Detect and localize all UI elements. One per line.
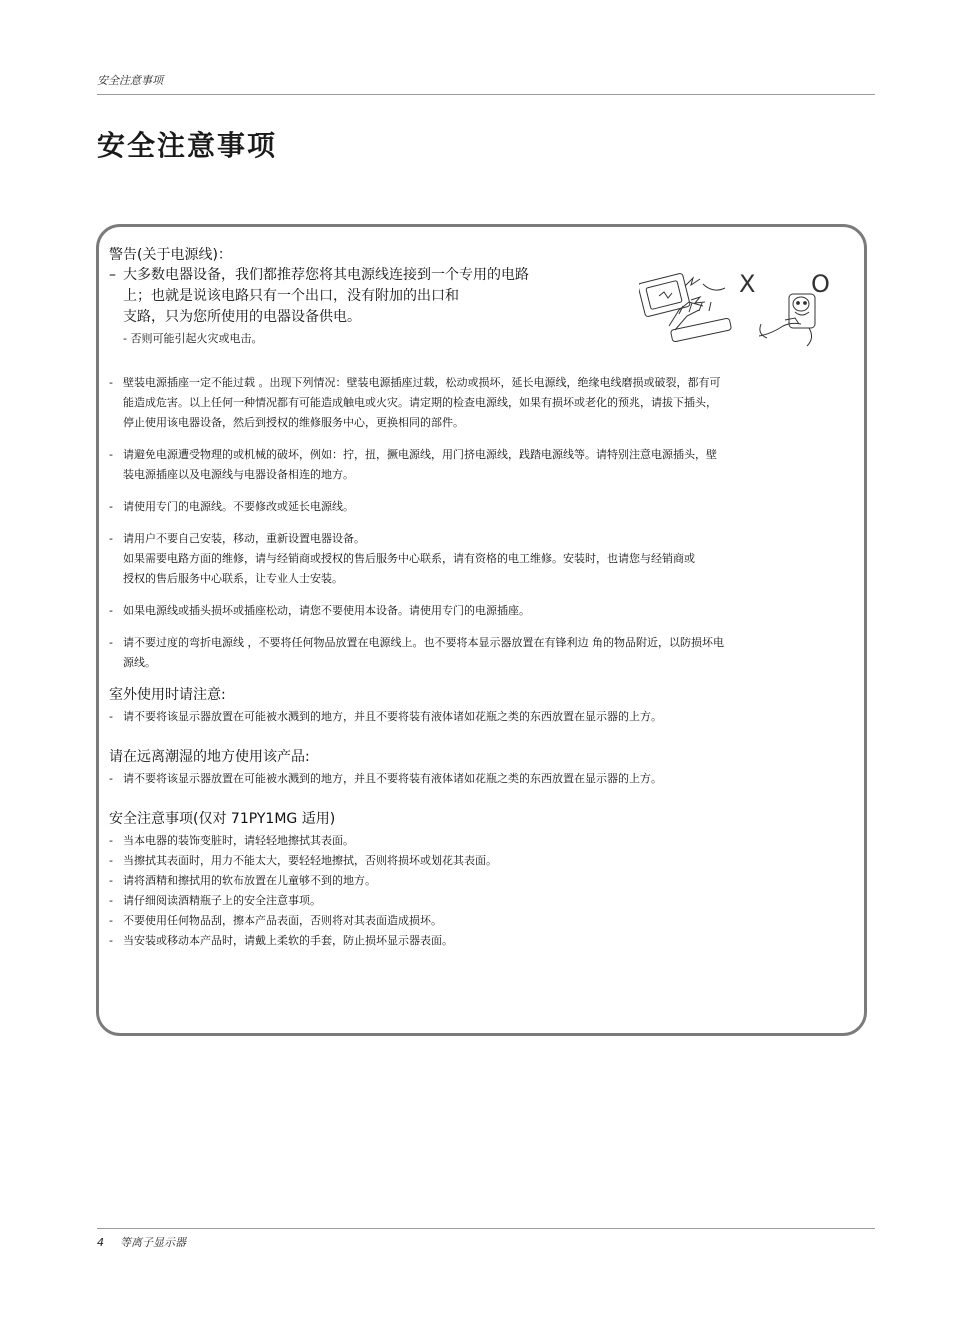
warning-bullet: - 请使用专门的电源线。不要修改或延长电源线。 <box>109 497 854 517</box>
product-name: 等离子显示器 <box>120 1236 186 1249</box>
warning-line: 大多数电器设备，我们都推荐您将其电源线连接到一个专用的电路 <box>123 267 529 283</box>
warning-bullet: - 壁装电源插座一定不能过载 。出现下列情况：壁装电源插座过载，松动或损坏，延长电源线，绝缘电线磨损或破裂，都有可 能造成危害。以上任何一种情况都有可能造成触电或火灾。请定期的检查电源线，如果有损坏或老化的预兆，请拔下插头， 停止使用该电器设备，然后到授权的维修服务中心，更换相同的部件。 <box>109 373 854 433</box>
section-item: - 当擦拭其表面时，用力不能太大，要轻轻地擦拭，否则将损坏或划花其表面。 <box>109 854 497 867</box>
bullet-line: 停止使用该电器设备，然后到授权的维修服务中心，更换相同的部件。 <box>123 416 464 429</box>
section-item: - 不要使用任何物品刮，擦本产品表面，否则将对其表面造成损坏。 <box>109 914 442 927</box>
bullet-line: 请不要过度的弯折电源线 ，不要将任何物品放置在电源线上。也不要将本显示器放置在有锋利边 角的物品附近，以防损坏电 <box>123 636 724 649</box>
section-item: - 当本电器的装饰变脏时，请轻轻地擦拭其表面。 <box>109 834 354 847</box>
section-title: 室外使用时请注意: <box>109 687 226 703</box>
bullet-line: 如果电源线或插头损坏或插座松动，请您不要使用本设备。请使用专门的电源插座。 <box>123 604 530 617</box>
section-item: - 请不要将该显示器放置在可能被水溅到的地方，并且不要将装有液体诸如花瓶之类的东西放置在显示器的上方。 <box>109 772 662 785</box>
section-item-text: 请将酒精和擦拭用的软布放置在儿童够不到的地方。 <box>123 874 376 887</box>
safety-content <box>109 246 854 951</box>
section-item-text: 请不要将该显示器放置在可能被水溅到的地方，并且不要将装有液体诸如花瓶之类的东西放置在显示器的上方。 <box>123 772 662 785</box>
warning-main <box>109 265 613 328</box>
power-cord-warnings <box>109 373 854 673</box>
section-item: - 请仔细阅读酒精瓶子上的安全注意事项。 <box>109 894 321 907</box>
outdoor-use-section <box>109 685 854 727</box>
warning-note: - 否则可能引起火灾或电击。 <box>123 332 263 345</box>
outlet-illustration <box>639 266 839 356</box>
bullet-line: 请用户不要自己安装，移动，重新设置电器设备。 <box>123 532 365 545</box>
section-item-text: 当本电器的装饰变脏时，请轻轻地擦拭其表面。 <box>123 834 354 847</box>
bullet-line: 请使用专门的电源线。不要修改或延长电源线。 <box>123 500 354 513</box>
warning-line: 上；也就是说该电路只有一个出口，没有附加的出口和 <box>123 288 459 304</box>
footer-divider <box>97 1228 875 1229</box>
bullet-line: 授权的售后服务中心联系，让专业人士安装。 <box>123 572 343 585</box>
section-title: 安全注意事项(仅对 71PY1MG 适用) <box>109 811 336 827</box>
warning-bullet: - 请用户不要自己安装，移动，重新设置电器设备。 如果需要电路方面的维修，请与经销商或授权的售后服务中心联系，请有资格的电工维修。安装时，也请您与经销商或 授权的售后服务中心联系，让专业人士安装。 <box>109 529 854 589</box>
section-item: - 当安装或移动本产品时，请戴上柔软的手套，防止损坏显示器表面。 <box>109 934 453 947</box>
bullet-line: 壁装电源插座一定不能过载 。出现下列情况：壁装电源插座过载，松动或损坏，延长电源线，绝缘电线磨损或破裂，都有可 <box>123 376 721 389</box>
section-item: - 请不要将该显示器放置在可能被水溅到的地方，并且不要将装有液体诸如花瓶之类的东西放置在显示器的上方。 <box>109 710 662 723</box>
wrong-mark: X <box>739 270 756 298</box>
section-item-text: 请仔细阅读酒精瓶子上的安全注意事项。 <box>123 894 321 907</box>
page-number: 4 <box>97 1236 104 1249</box>
page-title: 安全注意事项 <box>97 129 278 162</box>
bullet-line: 源线。 <box>123 656 156 669</box>
section-title: 请在远离潮湿的地方使用该产品: <box>109 749 310 765</box>
warning-line: 支路，只为您所使用的电器设备供电。 <box>123 309 361 325</box>
bullet-line: 能造成危害。以上任何一种情况都有可能造成触电或火灾。请定期的检查电源线，如果有损坏或老化的预兆，请拔下插头， <box>123 396 717 409</box>
section-item-text: 当安装或移动本产品时，请戴上柔软的手套，防止损坏显示器表面。 <box>123 934 453 947</box>
section-item-text: 请不要将该显示器放置在可能被水溅到的地方，并且不要将装有液体诸如花瓶之类的东西放置在显示器的上方。 <box>123 710 662 723</box>
warning-dash: – <box>109 267 116 283</box>
bullet-line: 如果需要电路方面的维修，请与经销商或授权的售后服务中心联系，请有资格的电工维修。安装时，也请您与经销商或 <box>123 552 695 565</box>
single-plug-image <box>759 294 815 346</box>
section-item: - 请将酒精和擦拭用的软布放置在儿童够不到的地方。 <box>109 874 376 887</box>
humidity-section <box>109 747 854 789</box>
running-header: 安全注意事项 <box>97 74 163 87</box>
overloaded-outlet-image <box>639 273 732 342</box>
bullet-line: 请避免电源遭受物理的或机械的破坏，例如：拧，扭，撅电源线，用门挤电源线，践踏电源线等。请特别注意电源插头，壁 <box>123 448 717 461</box>
warning-bullet: - 请不要过度的弯折电源线 ，不要将任何物品放置在电源线上。也不要将本显示器放置在有锋利边 角的物品附近，以防损坏电 源线。 <box>109 633 854 673</box>
warning-bullet: - 如果电源线或插头损坏或插座松动，请您不要使用本设备。请使用专门的电源插座。 <box>109 601 854 621</box>
warning-bullet: - 请避免电源遭受物理的或机械的破坏，例如：拧，扭，撅电源线，用门挤电源线，践踏电源线等。请特别注意电源插头，壁 装电源插座以及电源线与电器设备相连的地方。 <box>109 445 854 485</box>
bullet-line: 装电源插座以及电源线与电器设备相连的地方。 <box>123 468 354 481</box>
page-footer <box>97 1234 186 1250</box>
header-divider <box>97 94 875 95</box>
model-safety-section <box>109 809 854 951</box>
section-item-text: 不要使用任何物品刮，擦本产品表面，否则将对其表面造成损坏。 <box>123 914 442 927</box>
section-item-text: 当擦拭其表面时，用力不能太大，要轻轻地擦拭，否则将损坏或划花其表面。 <box>123 854 497 867</box>
right-mark: O <box>811 270 830 298</box>
warning-title: 警告(关于电源线)： <box>109 247 232 263</box>
